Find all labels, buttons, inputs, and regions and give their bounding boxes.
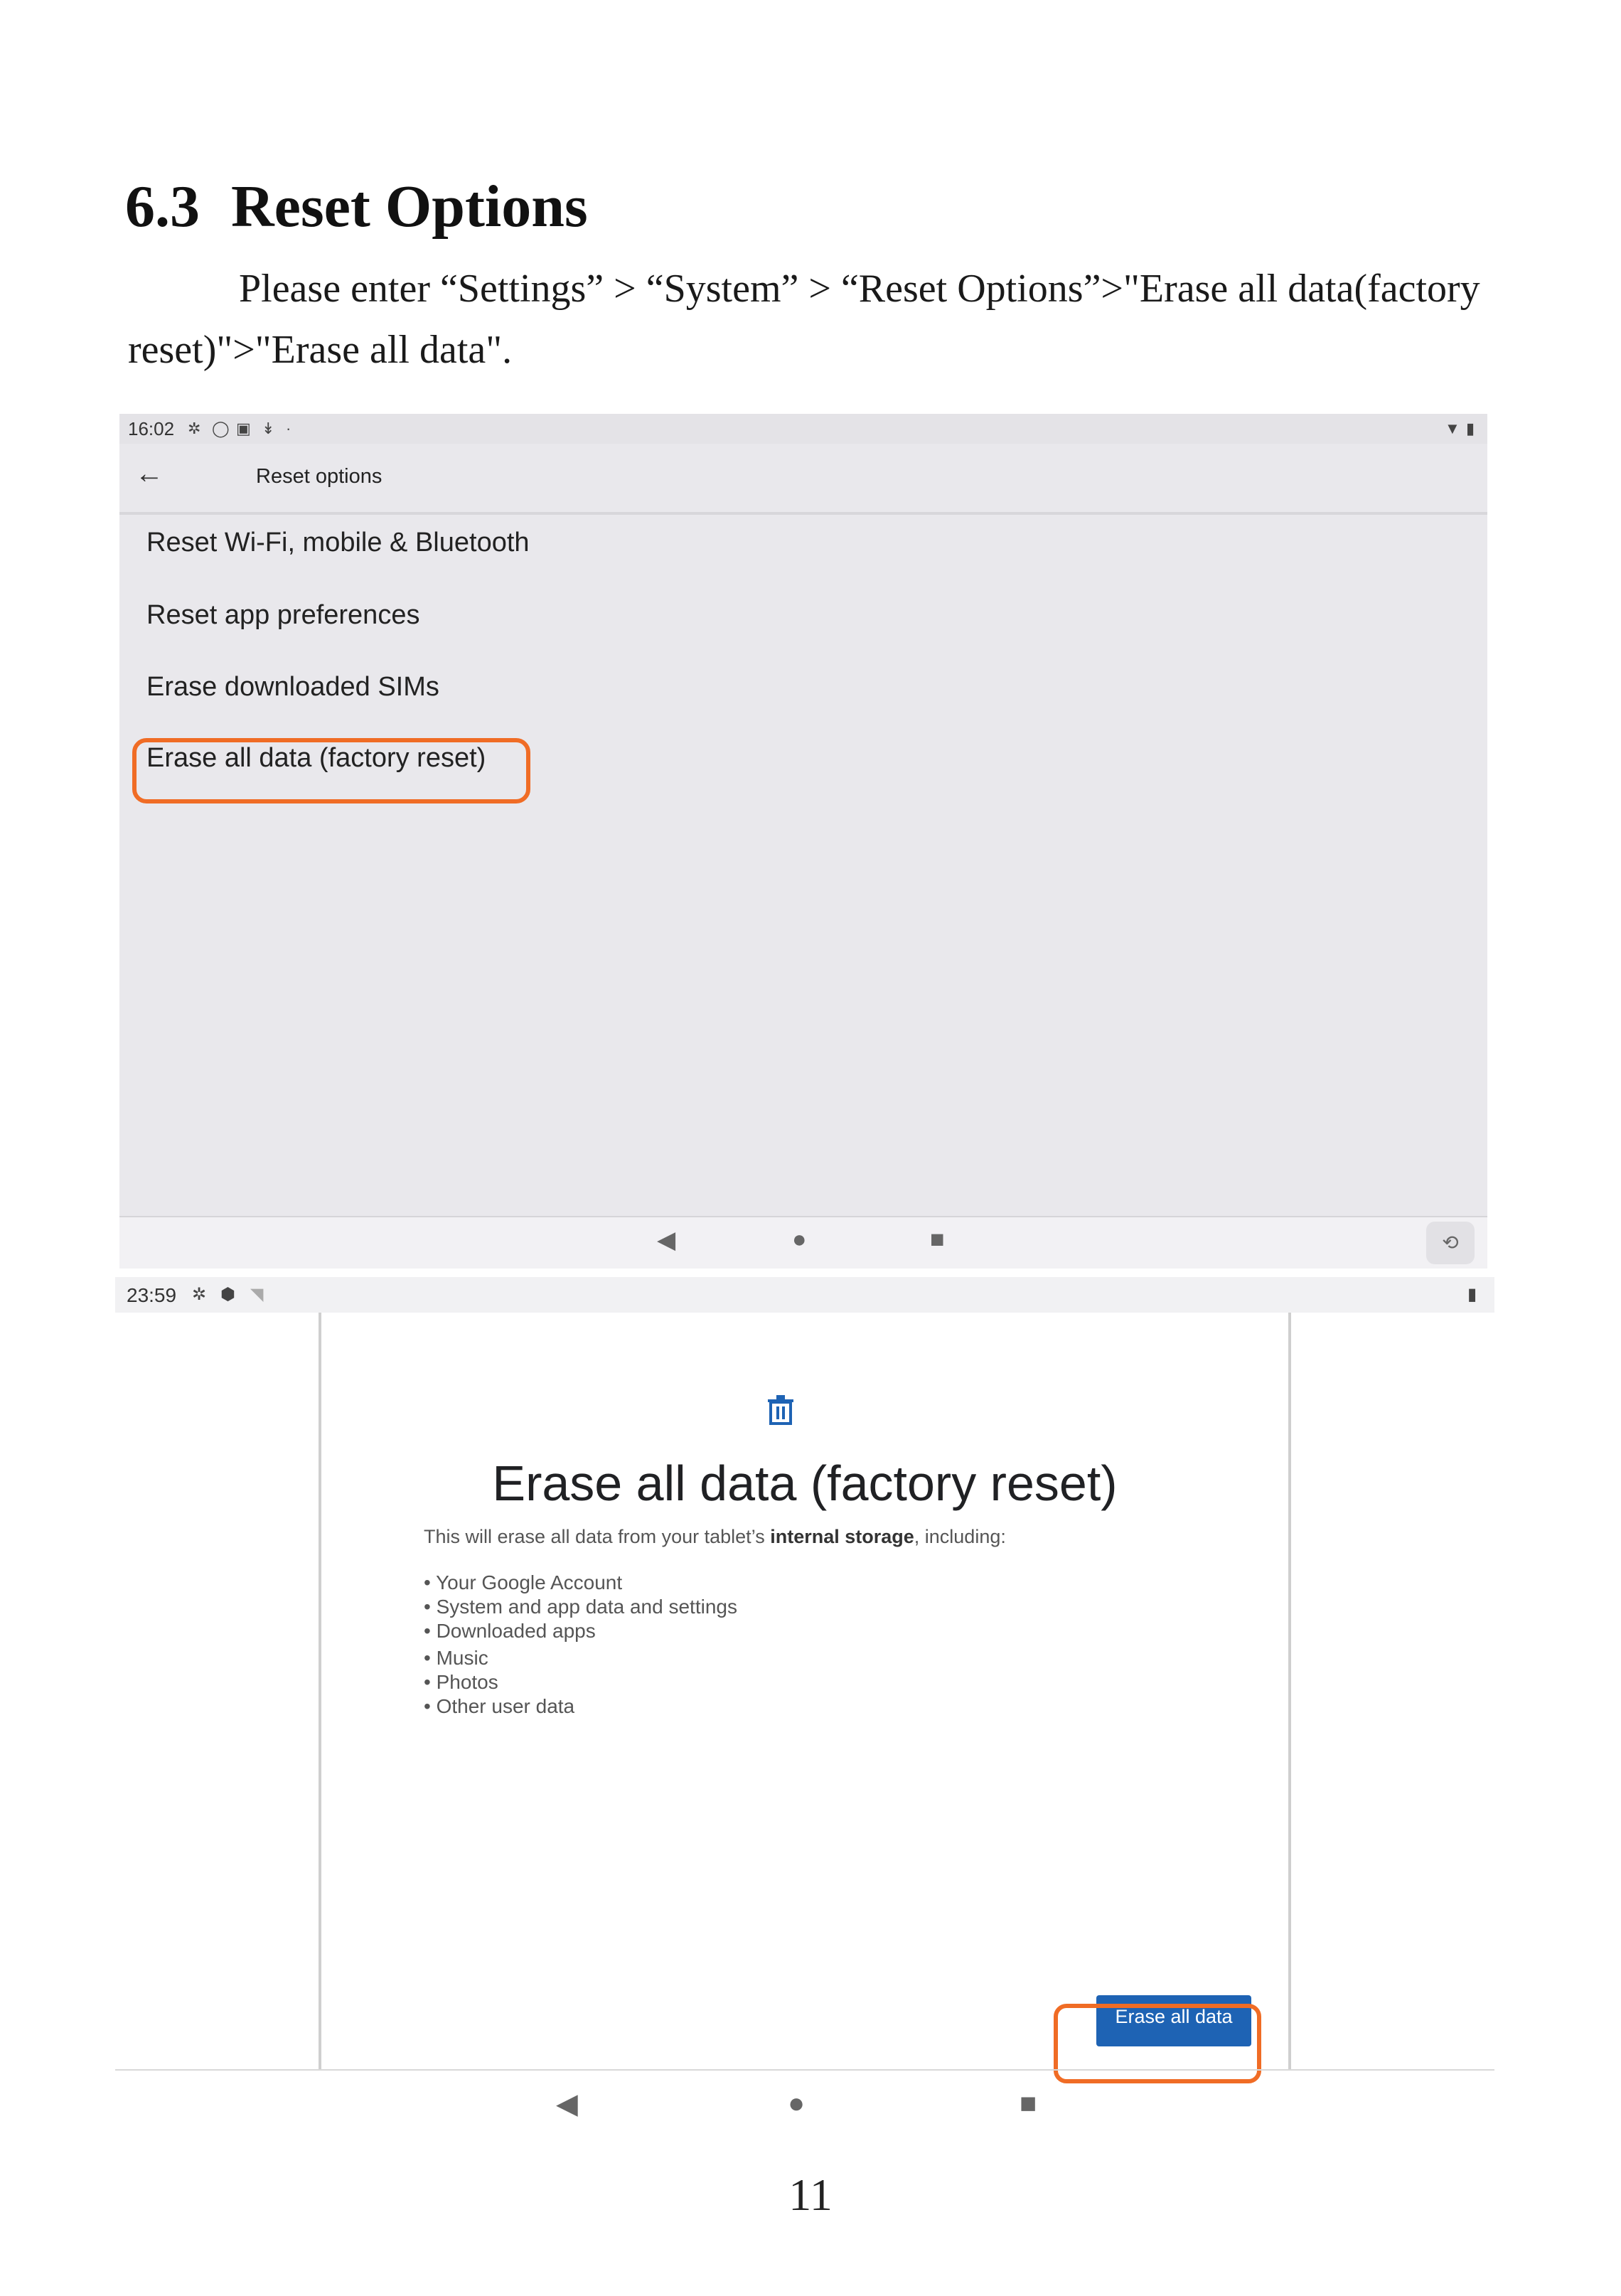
erase-title: Erase all data (factory reset) xyxy=(492,1456,1118,1511)
nav-recents-icon[interactable]: ■ xyxy=(930,1226,945,1253)
desc-suffix: , including: xyxy=(914,1526,1006,1547)
sync-icon: ◯ xyxy=(212,420,230,437)
instruction-line-2: reset)">"Erase all data". xyxy=(128,328,513,372)
mic-icon: ↡ xyxy=(262,420,275,437)
nav-home-icon[interactable]: ● xyxy=(792,1226,807,1253)
back-arrow-icon[interactable]: ← xyxy=(135,458,164,489)
page-title: Reset options xyxy=(256,465,382,488)
nav-back-icon[interactable]: ◀ xyxy=(556,2088,578,2120)
nav-recents-icon[interactable]: ■ xyxy=(1020,2088,1037,2119)
gear-icon: ✲ xyxy=(188,420,201,437)
nav-bar xyxy=(119,1216,1487,1269)
status-time: 23:59 xyxy=(127,1284,177,1306)
desc-bold: internal storage xyxy=(770,1526,914,1547)
page-number: 11 xyxy=(788,2169,833,2220)
status-time: 16:02 xyxy=(128,418,175,439)
calendar-icon: ▣ xyxy=(236,420,251,437)
section-title: Reset Options xyxy=(231,173,588,240)
list-item: • Downloaded apps xyxy=(424,1620,596,1642)
app-bar xyxy=(119,444,1487,515)
menu-item-factory-reset[interactable]: Erase all data (factory reset) xyxy=(146,743,486,773)
nav-divider xyxy=(115,2069,1494,2071)
status-bar xyxy=(119,414,1487,444)
trash-icon xyxy=(766,1395,795,1426)
erase-description xyxy=(424,1526,1006,1548)
status-bar xyxy=(115,1277,1494,1313)
instruction-line-1: Please enter “Settings” > “System” > “Reset Options”>"Erase all data(factory xyxy=(239,267,1480,311)
nav-back-icon[interactable]: ◀ xyxy=(657,1227,676,1254)
reset-options-screenshot xyxy=(119,414,1487,1267)
menu-item-reset-app-prefs[interactable]: Reset app preferences xyxy=(146,600,420,630)
list-item: • Music xyxy=(424,1647,488,1669)
wifi-icon: ◥ xyxy=(250,1285,264,1304)
list-item: • System and app data and settings xyxy=(424,1596,737,1618)
erase-all-data-button[interactable]: Erase all data xyxy=(1096,1995,1251,2046)
section-heading xyxy=(125,172,588,241)
erase-data-screenshot xyxy=(115,1277,1494,2130)
menu-item-erase-sims[interactable]: Erase downloaded SIMs xyxy=(146,672,439,702)
highlight-box xyxy=(132,738,530,803)
rotate-icon[interactable]: ⟲ xyxy=(1426,1222,1475,1264)
list-item: • Your Google Account xyxy=(424,1571,623,1593)
gear-icon: ✲ xyxy=(192,1285,207,1304)
menu-item-reset-network[interactable]: Reset Wi-Fi, mobile & Bluetooth xyxy=(146,528,530,557)
desc-prefix: This will erase all data from your tablet’s xyxy=(424,1526,771,1547)
wifi-icon: ▼ xyxy=(1445,420,1460,437)
battery-icon: ▮ xyxy=(1466,420,1475,437)
battery-icon: ▮ xyxy=(1467,1285,1477,1304)
list-item: • Photos xyxy=(424,1671,498,1693)
highlight-box xyxy=(1054,2004,1261,2083)
shield-icon: ⬢ xyxy=(220,1285,235,1304)
list-item: • Other user data xyxy=(424,1695,575,1717)
nav-home-icon[interactable]: ● xyxy=(788,2088,806,2119)
dot-icon: · xyxy=(286,420,291,437)
section-number: 6.3 xyxy=(125,173,200,240)
